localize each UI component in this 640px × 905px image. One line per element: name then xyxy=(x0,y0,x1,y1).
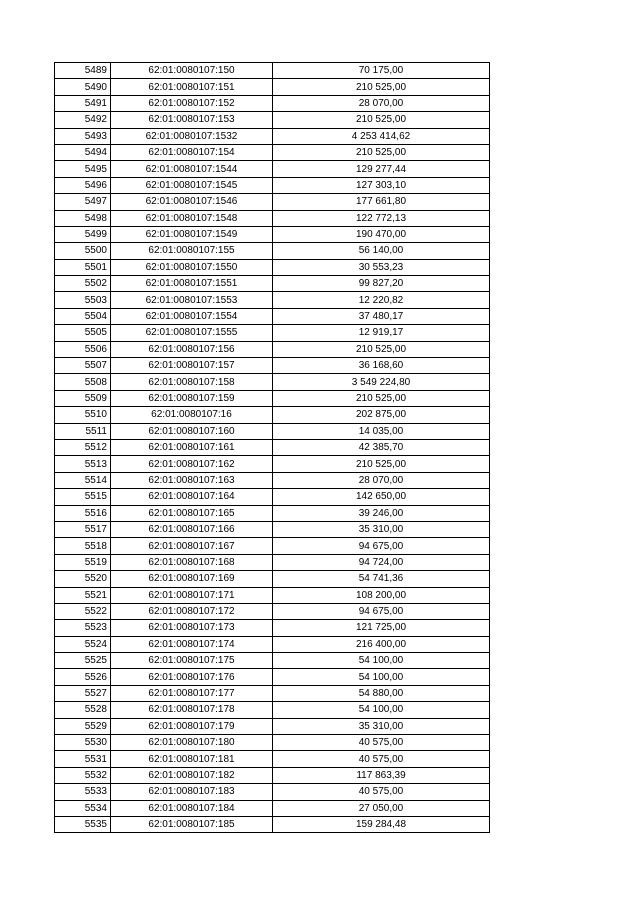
table-row xyxy=(55,653,490,669)
row-number-cell: 5500 xyxy=(55,243,111,259)
cadastral-number-cell: 62:01:0080107:167 xyxy=(111,538,273,554)
value-cell: 28 070,00 xyxy=(273,95,490,111)
value-cell: 210 525,00 xyxy=(273,341,490,357)
table-row xyxy=(55,521,490,537)
table-row xyxy=(55,505,490,521)
table-row xyxy=(55,571,490,587)
row-number-cell: 5514 xyxy=(55,472,111,488)
row-number-cell: 5491 xyxy=(55,95,111,111)
cadastral-number-cell: 62:01:0080107:185 xyxy=(111,816,273,832)
value-cell: 36 168,60 xyxy=(273,358,490,374)
cadastral-number-cell: 62:01:0080107:173 xyxy=(111,620,273,636)
row-number-cell: 5526 xyxy=(55,669,111,685)
cadastral-number-cell: 62:01:0080107:1555 xyxy=(111,325,273,341)
table-row xyxy=(55,374,490,390)
cadastral-number-cell: 62:01:0080107:163 xyxy=(111,472,273,488)
cadastral-number-cell: 62:01:0080107:1546 xyxy=(111,194,273,210)
table-row xyxy=(55,259,490,275)
value-cell: 42 385,70 xyxy=(273,439,490,455)
cadastral-number-cell: 62:01:0080107:180 xyxy=(111,735,273,751)
row-number-cell: 5531 xyxy=(55,751,111,767)
row-number-cell: 5497 xyxy=(55,194,111,210)
table-row xyxy=(55,587,490,603)
value-cell: 40 575,00 xyxy=(273,751,490,767)
table-row xyxy=(55,620,490,636)
table-row xyxy=(55,554,490,570)
value-cell: 54 100,00 xyxy=(273,702,490,718)
row-number-cell: 5532 xyxy=(55,767,111,783)
cadastral-number-cell: 62:01:0080107:1553 xyxy=(111,292,273,308)
value-cell: 35 310,00 xyxy=(273,718,490,734)
cadastral-number-cell: 62:01:0080107:1549 xyxy=(111,226,273,242)
table-body xyxy=(55,63,490,833)
table-row xyxy=(55,669,490,685)
table-row xyxy=(55,603,490,619)
table-row xyxy=(55,226,490,242)
cadastral-number-cell: 62:01:0080107:152 xyxy=(111,95,273,111)
row-number-cell: 5521 xyxy=(55,587,111,603)
cadastral-number-cell: 62:01:0080107:168 xyxy=(111,554,273,570)
table-row xyxy=(55,456,490,472)
table-row xyxy=(55,685,490,701)
row-number-cell: 5518 xyxy=(55,538,111,554)
value-cell: 12 919,17 xyxy=(273,325,490,341)
row-number-cell: 5535 xyxy=(55,816,111,832)
row-number-cell: 5525 xyxy=(55,653,111,669)
value-cell: 70 175,00 xyxy=(273,63,490,79)
value-cell: 142 650,00 xyxy=(273,489,490,505)
value-cell: 94 675,00 xyxy=(273,603,490,619)
row-number-cell: 5530 xyxy=(55,735,111,751)
row-number-cell: 5505 xyxy=(55,325,111,341)
table-row xyxy=(55,735,490,751)
row-number-cell: 5490 xyxy=(55,79,111,95)
value-cell: 94 724,00 xyxy=(273,554,490,570)
row-number-cell: 5496 xyxy=(55,177,111,193)
cadastral-number-cell: 62:01:0080107:1548 xyxy=(111,210,273,226)
cadastral-number-cell: 62:01:0080107:154 xyxy=(111,144,273,160)
value-cell: 56 140,00 xyxy=(273,243,490,259)
table-row xyxy=(55,439,490,455)
table-row xyxy=(55,390,490,406)
row-number-cell: 5499 xyxy=(55,226,111,242)
table-row xyxy=(55,194,490,210)
row-number-cell: 5533 xyxy=(55,784,111,800)
value-cell: 210 525,00 xyxy=(273,390,490,406)
cadastral-number-cell: 62:01:0080107:150 xyxy=(111,63,273,79)
value-cell: 54 100,00 xyxy=(273,653,490,669)
table-row xyxy=(55,210,490,226)
row-number-cell: 5509 xyxy=(55,390,111,406)
cadastral-number-cell: 62:01:0080107:155 xyxy=(111,243,273,259)
value-cell: 94 675,00 xyxy=(273,538,490,554)
table-row xyxy=(55,308,490,324)
cadastral-number-cell: 62:01:0080107:169 xyxy=(111,571,273,587)
row-number-cell: 5517 xyxy=(55,521,111,537)
table-row xyxy=(55,341,490,357)
cadastral-number-cell: 62:01:0080107:175 xyxy=(111,653,273,669)
row-number-cell: 5522 xyxy=(55,603,111,619)
table-row xyxy=(55,767,490,783)
value-cell: 54 100,00 xyxy=(273,669,490,685)
row-number-cell: 5524 xyxy=(55,636,111,652)
table-row xyxy=(55,161,490,177)
value-cell: 177 661,80 xyxy=(273,194,490,210)
row-number-cell: 5501 xyxy=(55,259,111,275)
cadastral-number-cell: 62:01:0080107:1551 xyxy=(111,276,273,292)
table-row xyxy=(55,751,490,767)
value-cell: 40 575,00 xyxy=(273,735,490,751)
value-cell: 216 400,00 xyxy=(273,636,490,652)
value-cell: 122 772,13 xyxy=(273,210,490,226)
cadastral-number-cell: 62:01:0080107:157 xyxy=(111,358,273,374)
cadastral-number-cell: 62:01:0080107:182 xyxy=(111,767,273,783)
value-cell: 210 525,00 xyxy=(273,144,490,160)
cadastral-number-cell: 62:01:0080107:162 xyxy=(111,456,273,472)
cadastral-value-table xyxy=(54,62,490,833)
row-number-cell: 5527 xyxy=(55,685,111,701)
cadastral-number-cell: 62:01:0080107:153 xyxy=(111,112,273,128)
row-number-cell: 5506 xyxy=(55,341,111,357)
table-row xyxy=(55,276,490,292)
row-number-cell: 5498 xyxy=(55,210,111,226)
value-cell: 28 070,00 xyxy=(273,472,490,488)
value-cell: 159 284,48 xyxy=(273,816,490,832)
value-cell: 127 303,10 xyxy=(273,177,490,193)
value-cell: 117 863,39 xyxy=(273,767,490,783)
cadastral-number-cell: 62:01:0080107:183 xyxy=(111,784,273,800)
value-cell: 129 277,44 xyxy=(273,161,490,177)
row-number-cell: 5495 xyxy=(55,161,111,177)
row-number-cell: 5493 xyxy=(55,128,111,144)
row-number-cell: 5519 xyxy=(55,554,111,570)
table-row xyxy=(55,538,490,554)
table-row xyxy=(55,702,490,718)
cadastral-number-cell: 62:01:0080107:156 xyxy=(111,341,273,357)
row-number-cell: 5512 xyxy=(55,439,111,455)
table-row xyxy=(55,144,490,160)
row-number-cell: 5513 xyxy=(55,456,111,472)
row-number-cell: 5515 xyxy=(55,489,111,505)
cadastral-number-cell: 62:01:0080107:181 xyxy=(111,751,273,767)
table-row xyxy=(55,325,490,341)
value-cell: 12 220,82 xyxy=(273,292,490,308)
value-cell: 202 875,00 xyxy=(273,407,490,423)
cadastral-number-cell: 62:01:0080107:164 xyxy=(111,489,273,505)
table-row xyxy=(55,79,490,95)
cadastral-number-cell: 62:01:0080107:1550 xyxy=(111,259,273,275)
row-number-cell: 5492 xyxy=(55,112,111,128)
cadastral-number-cell: 62:01:0080107:1545 xyxy=(111,177,273,193)
value-cell: 14 035,00 xyxy=(273,423,490,439)
value-cell: 40 575,00 xyxy=(273,784,490,800)
table-row xyxy=(55,358,490,374)
row-number-cell: 5520 xyxy=(55,571,111,587)
table-row xyxy=(55,177,490,193)
row-number-cell: 5528 xyxy=(55,702,111,718)
value-cell: 54 741,36 xyxy=(273,571,490,587)
value-cell: 3 549 224,80 xyxy=(273,374,490,390)
value-cell: 210 525,00 xyxy=(273,456,490,472)
table-row xyxy=(55,636,490,652)
value-cell: 190 470,00 xyxy=(273,226,490,242)
cadastral-number-cell: 62:01:0080107:160 xyxy=(111,423,273,439)
row-number-cell: 5504 xyxy=(55,308,111,324)
value-cell: 27 050,00 xyxy=(273,800,490,816)
cadastral-number-cell: 62:01:0080107:1532 xyxy=(111,128,273,144)
cadastral-number-cell: 62:01:0080107:171 xyxy=(111,587,273,603)
table-row xyxy=(55,784,490,800)
cadastral-number-cell: 62:01:0080107:159 xyxy=(111,390,273,406)
table-row xyxy=(55,95,490,111)
cadastral-number-cell: 62:01:0080107:179 xyxy=(111,718,273,734)
cadastral-number-cell: 62:01:0080107:161 xyxy=(111,439,273,455)
value-cell: 54 880,00 xyxy=(273,685,490,701)
value-cell: 210 525,00 xyxy=(273,112,490,128)
table-row xyxy=(55,800,490,816)
table-row xyxy=(55,112,490,128)
row-number-cell: 5503 xyxy=(55,292,111,308)
row-number-cell: 5494 xyxy=(55,144,111,160)
table-row xyxy=(55,128,490,144)
cadastral-number-cell: 62:01:0080107:151 xyxy=(111,79,273,95)
cadastral-number-cell: 62:01:0080107:178 xyxy=(111,702,273,718)
value-cell: 121 725,00 xyxy=(273,620,490,636)
table-row xyxy=(55,816,490,832)
cadastral-number-cell: 62:01:0080107:1554 xyxy=(111,308,273,324)
cadastral-number-cell: 62:01:0080107:174 xyxy=(111,636,273,652)
row-number-cell: 5534 xyxy=(55,800,111,816)
cadastral-number-cell: 62:01:0080107:166 xyxy=(111,521,273,537)
table-row xyxy=(55,292,490,308)
row-number-cell: 5508 xyxy=(55,374,111,390)
table-row xyxy=(55,489,490,505)
value-cell: 35 310,00 xyxy=(273,521,490,537)
row-number-cell: 5502 xyxy=(55,276,111,292)
cadastral-number-cell: 62:01:0080107:165 xyxy=(111,505,273,521)
cadastral-number-cell: 62:01:0080107:176 xyxy=(111,669,273,685)
value-cell: 30 553,23 xyxy=(273,259,490,275)
row-number-cell: 5529 xyxy=(55,718,111,734)
row-number-cell: 5489 xyxy=(55,63,111,79)
value-cell: 37 480,17 xyxy=(273,308,490,324)
table-row xyxy=(55,63,490,79)
value-cell: 108 200,00 xyxy=(273,587,490,603)
cadastral-number-cell: 62:01:0080107:16 xyxy=(111,407,273,423)
value-cell: 39 246,00 xyxy=(273,505,490,521)
table-row xyxy=(55,472,490,488)
row-number-cell: 5511 xyxy=(55,423,111,439)
row-number-cell: 5516 xyxy=(55,505,111,521)
row-number-cell: 5507 xyxy=(55,358,111,374)
table-row xyxy=(55,243,490,259)
cadastral-number-cell: 62:01:0080107:172 xyxy=(111,603,273,619)
table-row xyxy=(55,718,490,734)
cadastral-number-cell: 62:01:0080107:184 xyxy=(111,800,273,816)
value-cell: 4 253 414,62 xyxy=(273,128,490,144)
row-number-cell: 5510 xyxy=(55,407,111,423)
row-number-cell: 5523 xyxy=(55,620,111,636)
table-row xyxy=(55,423,490,439)
cadastral-number-cell: 62:01:0080107:177 xyxy=(111,685,273,701)
value-cell: 210 525,00 xyxy=(273,79,490,95)
value-cell: 99 827,20 xyxy=(273,276,490,292)
table-row xyxy=(55,407,490,423)
cadastral-number-cell: 62:01:0080107:1544 xyxy=(111,161,273,177)
cadastral-number-cell: 62:01:0080107:158 xyxy=(111,374,273,390)
